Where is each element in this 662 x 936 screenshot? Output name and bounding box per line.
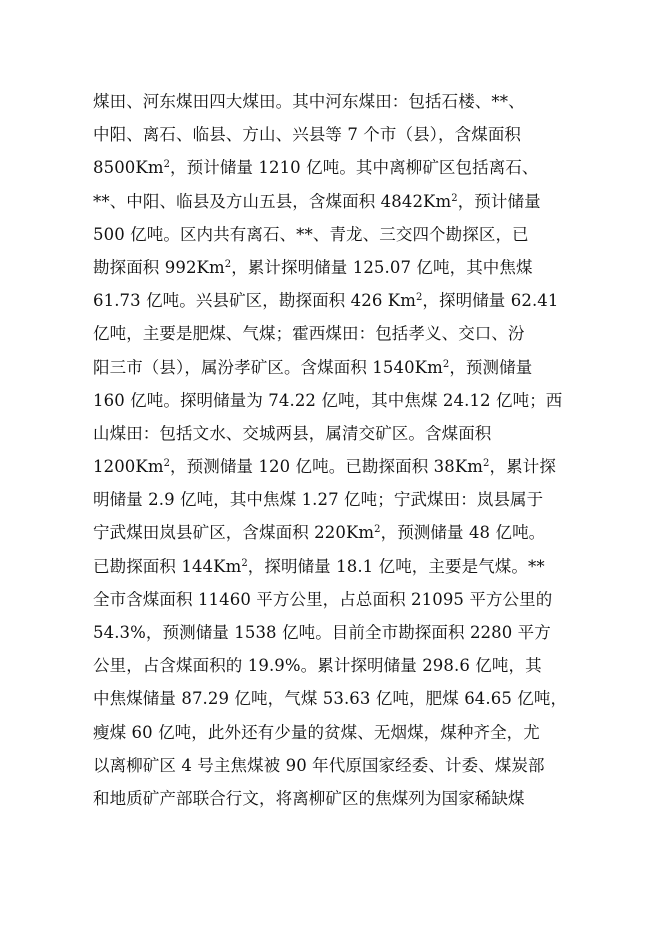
text-line	[93, 550, 573, 583]
text-line	[93, 450, 573, 483]
superscript: 2	[442, 358, 450, 370]
superscript: 2	[374, 524, 381, 536]
text-segment: 中焦煤储量 87.29 亿吨，气煤 53.63 亿吨，肥煤 64.65 亿吨，	[93, 689, 568, 709]
superscript: 2	[163, 159, 171, 171]
text-segment: ，预计储量 1210 亿吨。其中离柳矿区包括离石、	[170, 158, 539, 178]
text-segment: 亿吨，主要是肥煤、气煤；霍西煤田：包括孝义、交口、汾	[93, 324, 525, 344]
text-line	[93, 151, 573, 184]
superscript: 2	[483, 458, 490, 470]
text-line	[93, 616, 573, 649]
text-line	[93, 782, 573, 815]
superscript: 2	[163, 458, 171, 470]
text-segment: ，探明储量 18.1 亿吨，主要是气煤。**	[247, 556, 545, 576]
text-line	[93, 185, 573, 218]
text-segment: **、中阳、临县及方山五县，含煤面积 4842Km	[93, 191, 452, 211]
text-line	[93, 85, 573, 118]
text-segment: 8500Km	[93, 158, 164, 178]
text-line	[93, 749, 573, 782]
superscript: 2	[451, 192, 458, 204]
text-line	[93, 716, 573, 749]
text-segment: ，累计探明储量 125.07 亿吨，其中焦煤	[231, 257, 533, 277]
text-line	[93, 682, 573, 715]
text-segment: ，预测储量 48 亿吨。	[380, 523, 546, 543]
text-segment: 阳三市（县），属汾孝矿区。含煤面积 1540Km	[93, 357, 443, 377]
text-segment: 500 亿吨。区内共有离石、**、青龙、三交四个勘探区，已	[93, 224, 529, 244]
text-line	[93, 284, 573, 317]
text-segment: 宁武煤田岚县矿区，含煤面积 220Km	[93, 523, 375, 543]
text-line	[93, 516, 573, 549]
superscript: 2	[224, 258, 232, 270]
text-segment: 煤田、河东煤田四大煤田。其中河东煤田：包括石楼、**、	[93, 92, 525, 111]
text-line	[93, 317, 573, 350]
superscript: 2	[241, 557, 248, 569]
superscript: 2	[415, 292, 423, 304]
text-line	[93, 649, 573, 682]
text-segment: 已勘探面积 144Km	[93, 556, 242, 576]
text-segment: 160 亿吨。探明储量为 74.22 亿吨，其中焦煤 24.12 亿吨；西	[93, 390, 563, 410]
text-line	[93, 583, 573, 616]
text-segment: 瘦煤 60 亿吨，此外还有少量的贫煤、无烟煤，煤种齐全，尤	[93, 722, 540, 742]
body-text	[93, 85, 573, 815]
text-segment: 54.3%，预测储量 1538 亿吨。目前全市勘探面积 2280 平方	[93, 623, 551, 642]
text-line	[93, 384, 573, 417]
text-segment: 和地质矿产部联合行文，将离柳矿区的焦煤列为国家稀缺煤	[93, 788, 525, 808]
text-line	[93, 483, 573, 516]
text-segment: 1200Km	[93, 457, 164, 477]
text-segment: 明储量 2.9 亿吨，其中焦煤 1.27 亿吨；宁武煤田：岚县属于	[93, 490, 544, 510]
text-segment: ，预测储量 120 亿吨。已勘探面积 38Km	[170, 457, 484, 477]
text-segment: 勘探面积 992Km	[93, 257, 225, 277]
text-segment: ，预计储量	[457, 191, 541, 211]
text-segment: 公里，占含煤面积的 19.9%。累计探明储量 298.6 亿吨，其	[93, 656, 542, 676]
text-segment: ，累计探	[489, 457, 556, 477]
text-segment: 全市含煤面积 11460 平方公里，占总面积 21095 平方公里的	[93, 589, 553, 609]
text-line	[93, 218, 573, 251]
text-segment: 山煤田：包括文水、交城两县，属清交矿区。含煤面积	[93, 423, 492, 443]
text-segment: 61.73 亿吨。兴县矿区，勘探面积 426 Km	[93, 291, 416, 311]
text-segment: ，预测储量	[449, 357, 533, 377]
text-line	[93, 251, 573, 284]
text-segment: 中阳、离石、临县、方山、兴县等 7 个市（县），含煤面积	[93, 125, 522, 145]
text-line	[93, 417, 573, 450]
text-segment: ，探明储量 62.41	[422, 291, 559, 311]
text-line	[93, 351, 573, 384]
text-line	[93, 118, 573, 151]
text-segment: 以离柳矿区 4 号主焦煤被 90 年代原国家经委、计委、煤炭部	[93, 755, 545, 775]
